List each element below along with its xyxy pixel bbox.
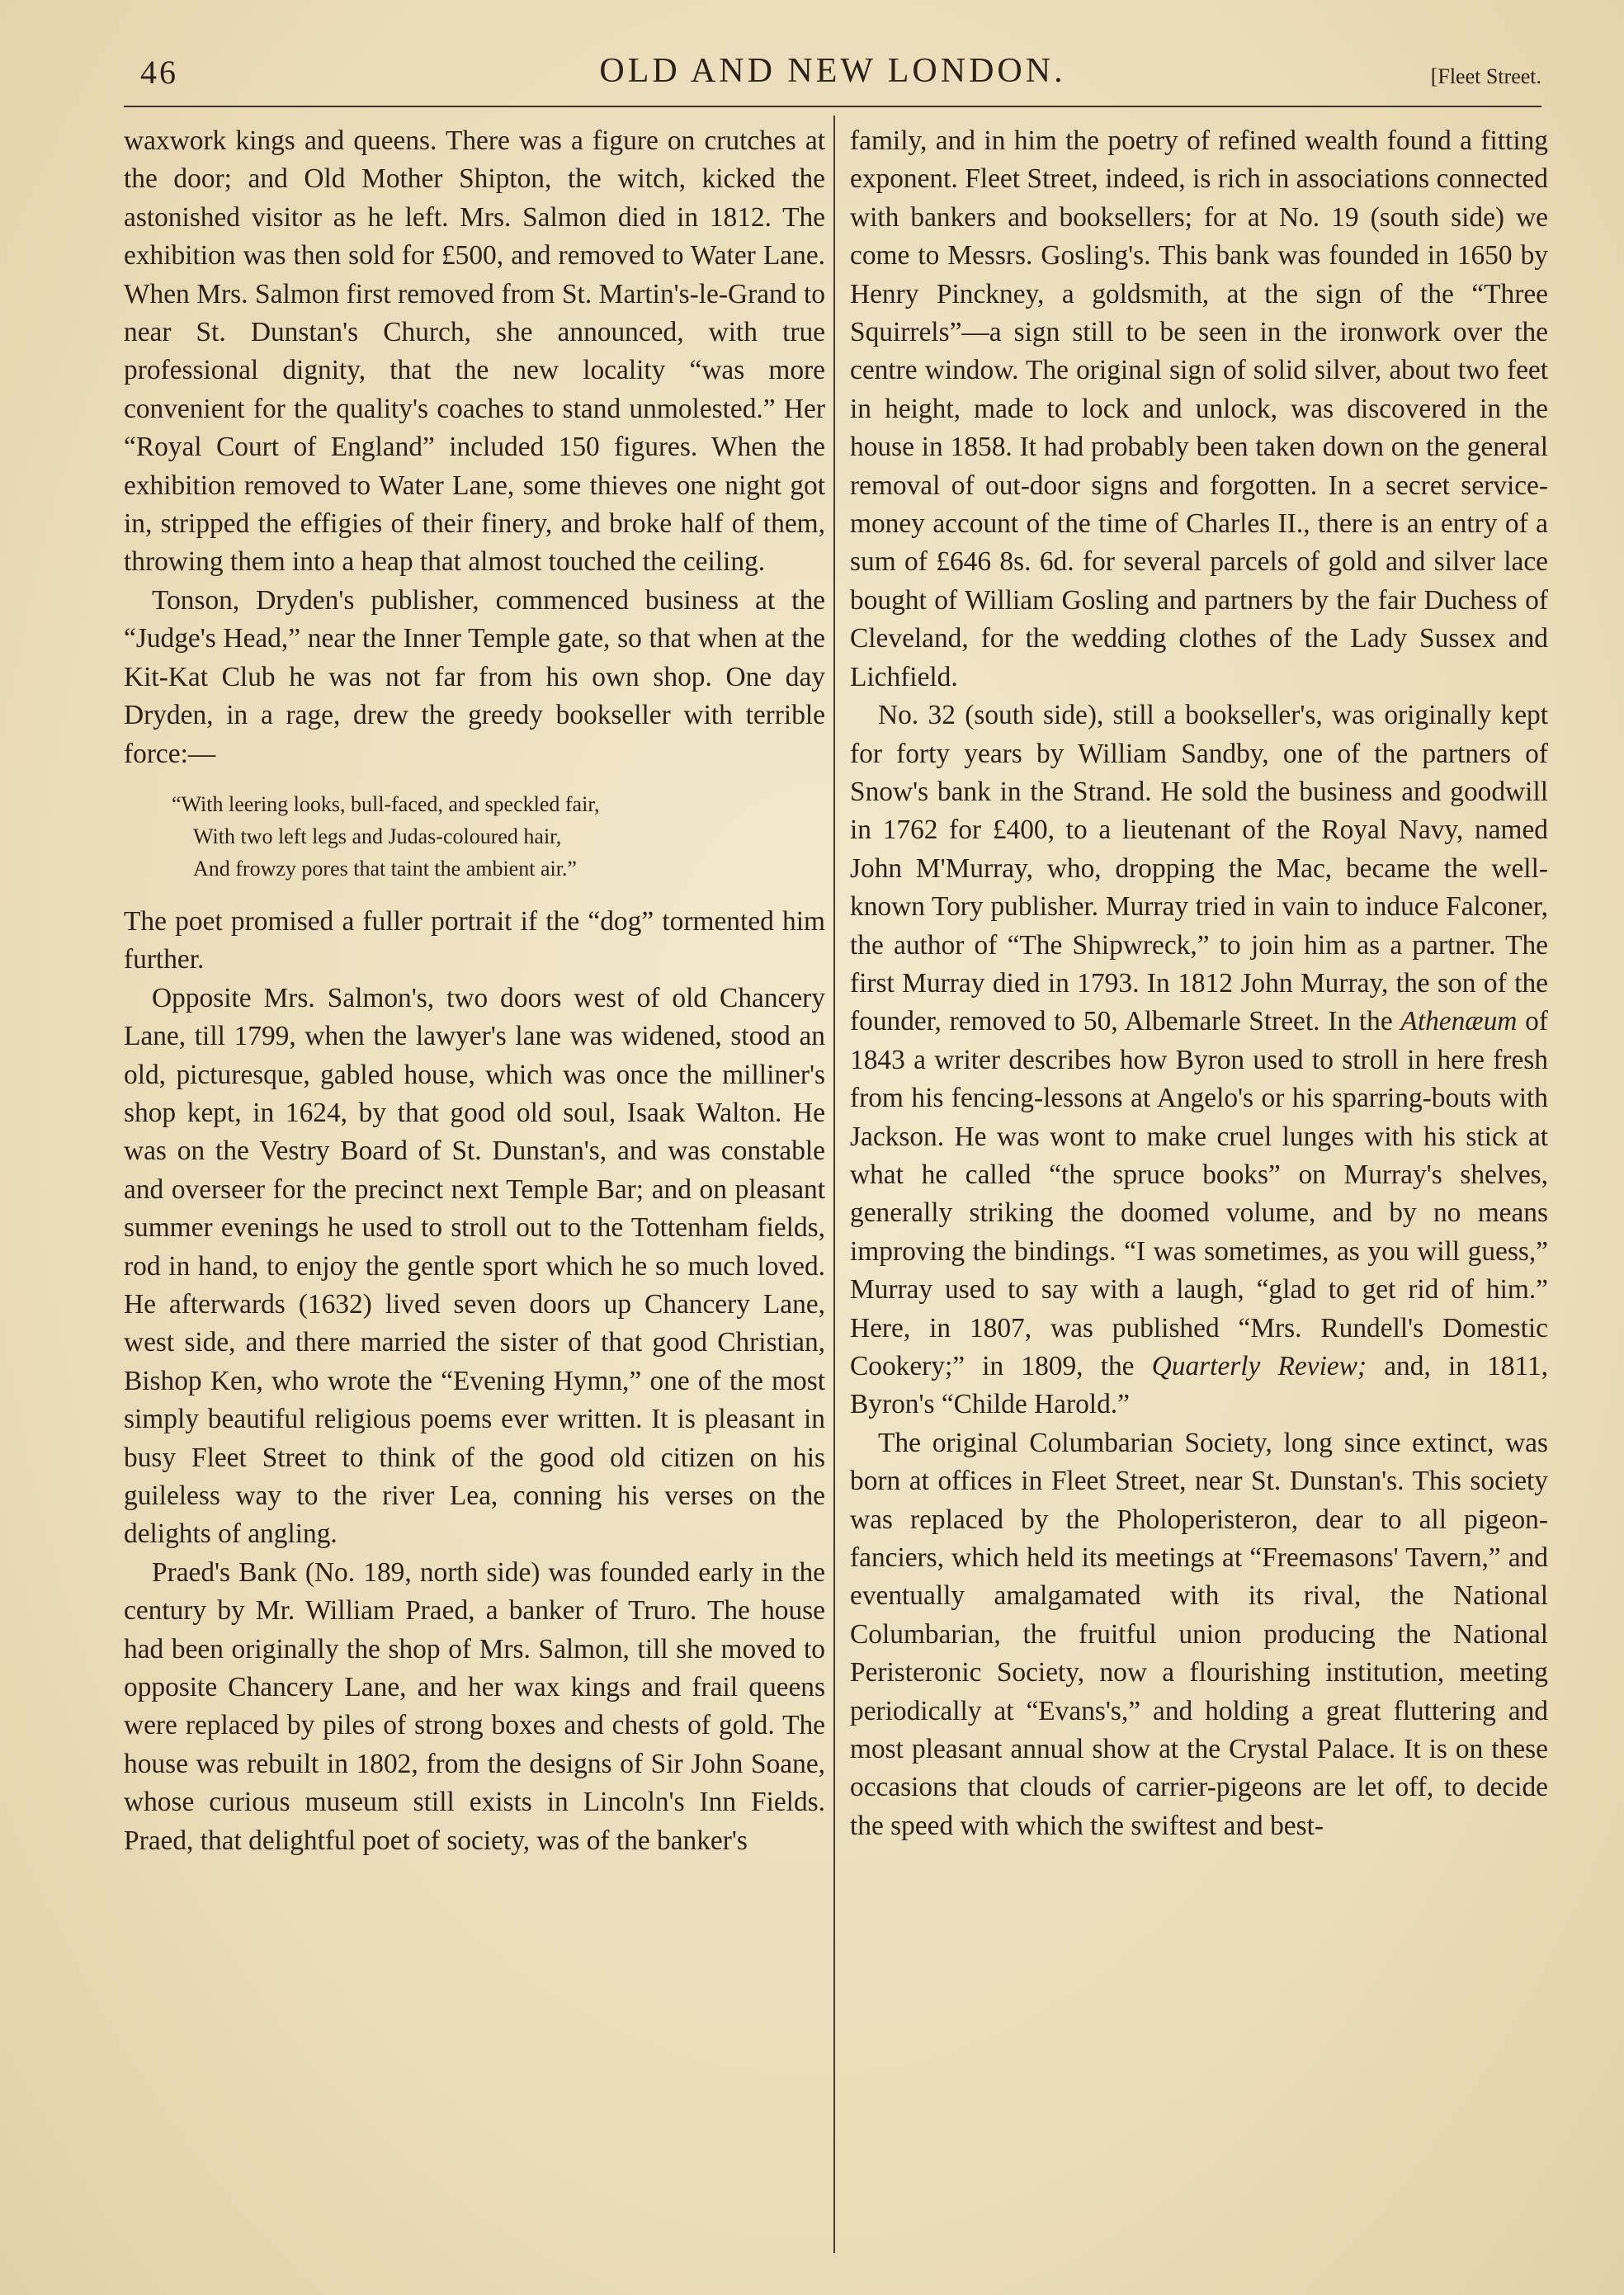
section-label: [Fleet Street. <box>1430 64 1541 88</box>
text-run: No. 32 (south side), still a bookseller's, was originally kept for forty years by William Sandby, one of the partners of Snow's bank in the Strand. He sold the business and goodwill in 1762 for £400, to a lieutenant of the Royal Navy, named John M'Murray, who, dropping the Mac, became the well-known Tory publisher. Murray tried in vain to induce Falconer, the author of “The Shipwreck,” to join him as a partner. The first Murray died in 1793. In 1812 John Murray, the son of the founder, removed to 50, Albemarle Street. In the <box>850 700 1548 1037</box>
italic-title: Quarterly Review; <box>1151 1351 1367 1381</box>
column-divider <box>833 116 835 2253</box>
paragraph: waxwork kings and queens. There was a figure on crutches at the door; and Old Mother Shipton, the witch, kicked the astonished visitor as he left. Mrs. Salmon died in 1812. The exhibition was then sold for £500, and removed to Water Lane. When Mrs. Salmon first removed from St. Martin's-le-Grand to near St. Dunstan's Church, she announced, with true professional dignity, that the new locality “was more convenient for the quality's coaches to stand unmolested.” Her “Royal Court of England” included 150 figures. When the exhibition removed to Water Lane, some thieves one night got in, stripped the effigies of their finery, and broke half of them, throwing them into a heap that almost touched the ceiling. <box>124 125 825 578</box>
paragraph: The poet promised a fuller portrait if the “dog” tormented him further. <box>124 905 825 975</box>
paragraph: Opposite Mrs. Salmon's, two doors west of old Chancery Lane, till 1799, when the lawyer's lane was widened, stood an old, picturesque, gabled house, which was once the milliner's shop kept, in 1624, by that good old soul, Isaak Walton. He was on the Vestry Board of St. Dunstan's, and was constable and overseer for the precinct next Temple Bar; and on pleasant summer evenings he used to stroll out to the Tottenham fields, rod in hand, to enjoy the gentle sport which he so much loved. He afterwards (1632) lived seven doors up Chancery Lane, west side, and there married the sister of that good Christian, Bishop Ken, who wrote the “Evening Hymn,” one of the most simply beautiful religious poems ever written. It is pleasant in busy Fleet Street to think of the good old citizen on his guileless way to the river Lea, conning his verses on the delights of angling. <box>124 982 825 1550</box>
verse-quotation <box>172 788 825 885</box>
paragraph <box>850 697 1548 1424</box>
paragraph: family, and in him the poetry of refined wealth found a fitting exponent. Fleet Street, indeed, is rich in associations connected with bankers and booksellers; for at No. 19 (south side) we come to Messrs. Gosling's. This bank was founded in 1650 by Henry Pinckney, a goldsmith, at the sign of the “Three Squirrels”—a sign still to be seen in the ironwork over the centre window. The original sign of solid silver, about two feet in height, made to lock and unlock, was discovered in the house in 1858. It had probably been taken down on the general removal of out-door signs and forgotten. In a secret service-money account of the time of Charles II., there is an entry of a sum of £646 8s. 6d. for several parcels of gold and silver lace bought of William Gosling and partners by the fair Duchess of Cleveland, for the wedding clothes of the Lady Sussex and Lichfield. <box>850 125 1548 692</box>
page-number: 46 <box>140 54 178 91</box>
paragraph: Praed's Bank (No. 189, north side) was founded early in the century by Mr. William Praed, a banker of Truro. The house had been originally the shop of Mrs. Salmon, till she moved to opposite Chancery Lane, and her wax kings and frail queens were replaced by piles of strong boxes and chests of gold. The house was rebuilt in 1802, from the designs of Sir John Soane, whose curious museum still exists in Lincoln's Inn Fields. Praed, that delightful poet of society, was of the banker's <box>124 1556 825 1856</box>
paragraph: Tonson, Dryden's publisher, commenced business at the “Judge's Head,” near the Inner Temple gate, so that when at the Kit-Kat Club he was not far from his own shop. One day Dryden, in a rage, drew the greedy bookseller with terrible force:— <box>124 584 825 769</box>
verse-line: “With leering looks, bull-faced, and speckled fair, <box>172 791 600 816</box>
page-header <box>124 50 1541 107</box>
text-run: of 1843 a writer describes how Byron used to stroll in here fresh from his fencing-lessons at Angelo's or his sparring-bouts with Jackson. He was wont to make cruel lunges with his stick at what he called “the spruce books” on Murray's shelves, generally striking the doomed volume, and by no means improving the bindings. “I was sometimes, as you will guess,” Murray used to say with a laugh, “glad to get rid of him.” Here, in 1807, was published “Mrs. Rundell's Domestic Cookery;” in 1809, the <box>850 1006 1548 1381</box>
header-rule <box>124 106 1541 107</box>
paragraph: The original Columbarian Society, long since extinct, was born at offices in Fleet Street, near St. Dunstan's. This society was replaced by the Pholoperisteron, dear to all pigeon-fanciers, which held its meetings at “Freemasons' Tavern,” and eventually amalgamated with its rival, the National Columbarian, the fruitful union producing the National Peristeronic Society, now a flourishing institution, meeting periodically at “Evans's,” and holding a great fluttering and most pleasant annual show at the Crystal Palace. It is on these occasions that clouds of carrier-pigeons are let off, to decide the speed with which the swiftest and best- <box>850 1427 1548 1841</box>
right-column <box>850 122 1548 1845</box>
left-column <box>124 122 825 1860</box>
verse-line: And frowzy pores that taint the ambient air.” <box>193 856 577 881</box>
italic-title: Athenæum <box>1400 1006 1518 1037</box>
running-title: OLD AND NEW LONDON. <box>599 52 1066 90</box>
text-run: and, in 1811, Byron's “Childe Harold.” <box>850 1351 1548 1420</box>
verse-line: With two left legs and Judas-coloured hair, <box>193 824 562 848</box>
